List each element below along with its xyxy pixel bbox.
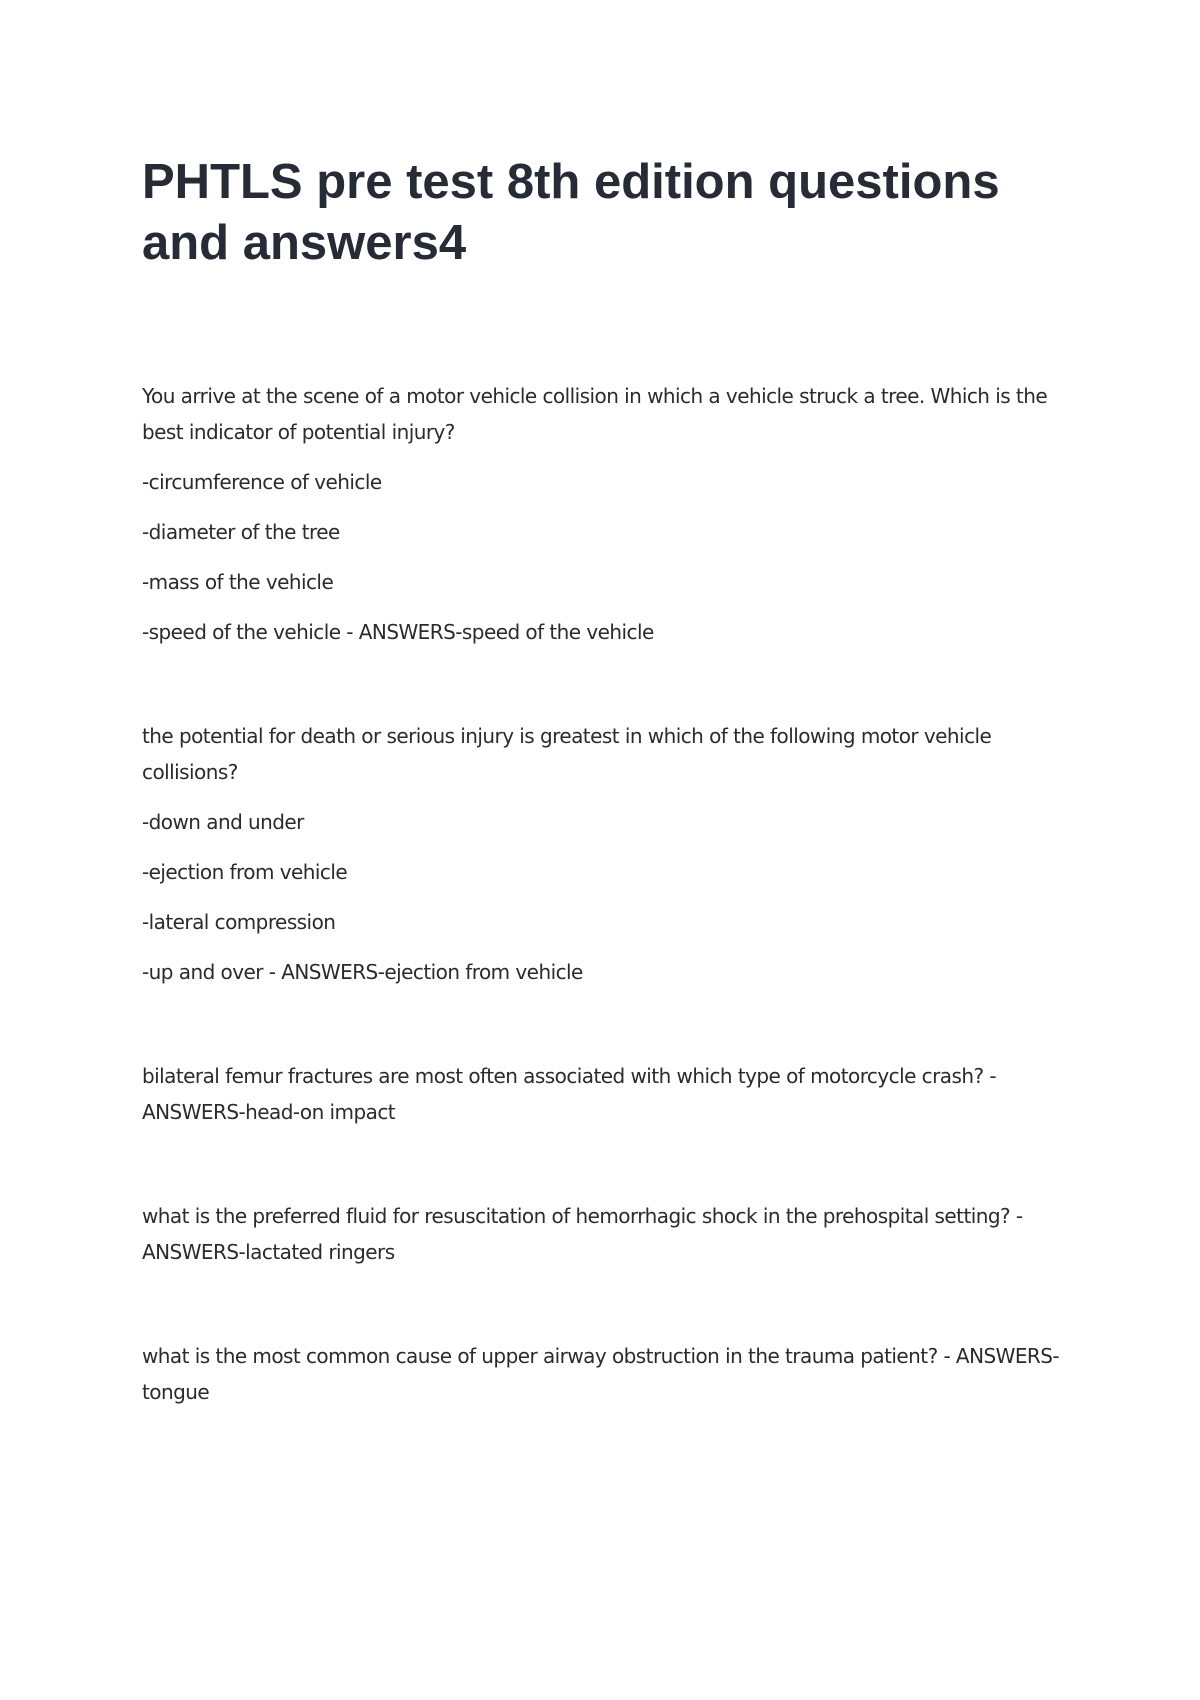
- question-text: bilateral femur fractures are most often associated with which type of motorcycle crash? - ANSWERS-head-on impact: [142, 1064, 997, 1124]
- answer-option: -ejection from vehicle: [142, 860, 348, 884]
- answer-option: -circumference of vehicle: [142, 470, 382, 494]
- qa-list: [142, 378, 1072, 1478]
- question-text: what is the most common cause of upper airway obstruction in the trauma patient? - ANSWERS-tongue: [142, 1344, 1060, 1404]
- answer-option: -up and over - ANSWERS-ejection from vehicle: [142, 960, 583, 984]
- qa-item: [142, 718, 1072, 990]
- answer-option: -diameter of the tree: [142, 520, 340, 544]
- answer-option: -speed of the vehicle - ANSWERS-speed of the vehicle: [142, 620, 654, 644]
- answer-option: -mass of the vehicle: [142, 570, 334, 594]
- answer-option: -lateral compression: [142, 910, 336, 934]
- qa-item: [142, 1338, 1072, 1410]
- qa-item: [142, 1198, 1072, 1270]
- question-text: what is the preferred fluid for resuscitation of hemorrhagic shock in the prehospital setting? - ANSWERS-lactated ringers: [142, 1204, 1023, 1264]
- answer-option: -down and under: [142, 810, 304, 834]
- qa-item: [142, 378, 1072, 650]
- question-text: the potential for death or serious injury is greatest in which of the following motor vehicle collisions?: [142, 724, 992, 784]
- document-title: PHTLS pre test 8th edition questions and answers4: [142, 155, 1000, 270]
- qa-item: [142, 1058, 1072, 1130]
- question-text: You arrive at the scene of a motor vehicle collision in which a vehicle struck a tree. Which is the best indicator of potential injury?: [142, 384, 1048, 444]
